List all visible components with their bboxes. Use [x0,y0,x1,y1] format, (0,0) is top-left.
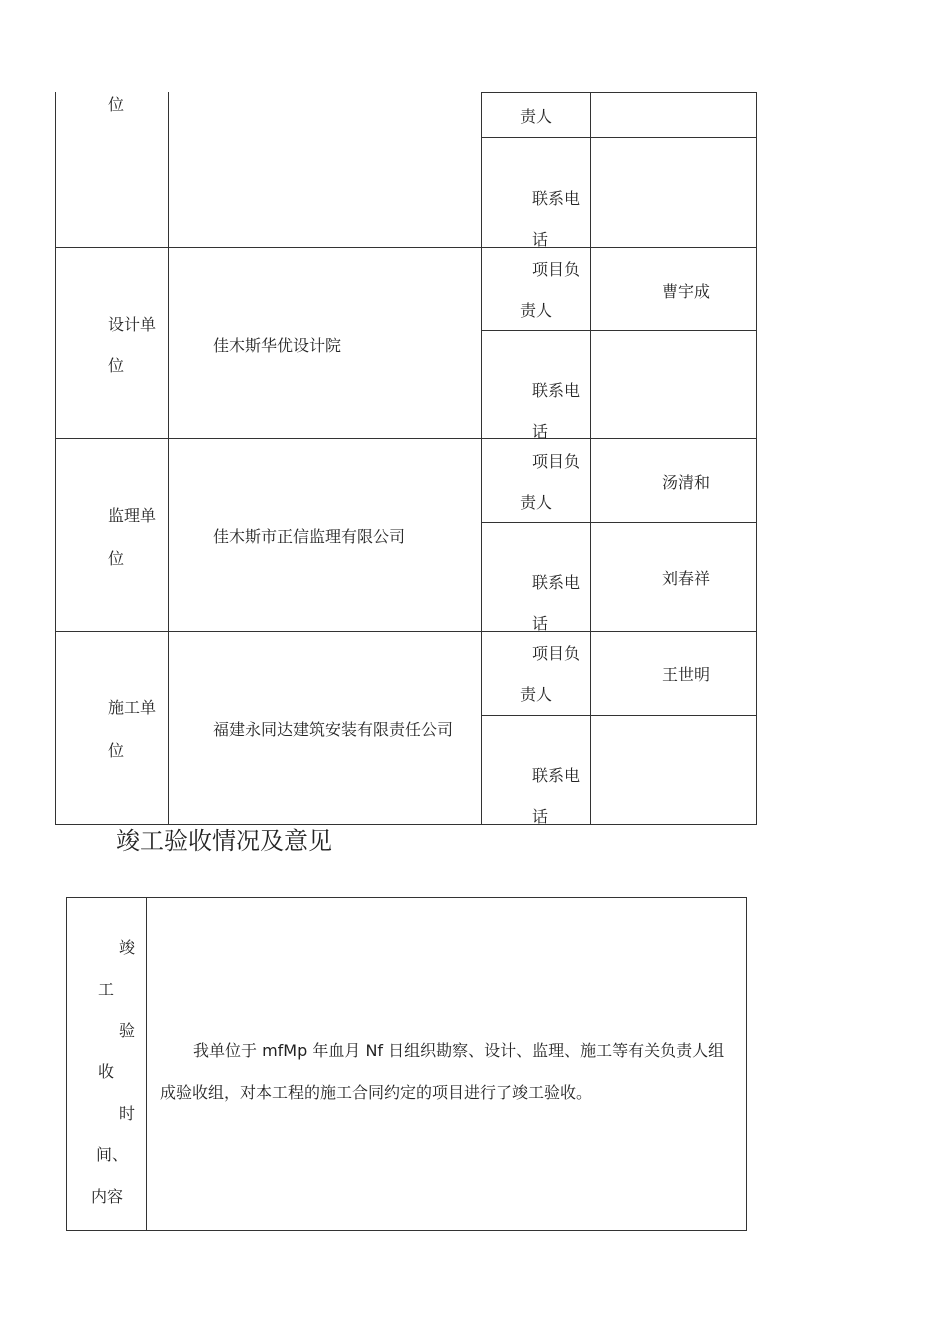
role-label: 项目负 [532,644,581,663]
label-char: 内容 [91,1187,124,1206]
person-name: 王世明 [662,665,711,684]
contact-label: 联系电 [532,573,581,592]
contact-label: 联系电 [532,189,581,208]
contact-label: 话 [532,422,549,441]
label-char: 收 [98,1062,115,1081]
unit-name: 佳木斯市正信监理有限公司 [213,527,406,546]
label-char: 时 [119,1104,136,1123]
label-char: 验 [119,1021,136,1040]
role-label: 项目负 [532,452,581,471]
unit-label: 位 [108,356,125,375]
contact-label: 联系电 [532,766,581,785]
person-name: 曹宇成 [662,282,711,301]
acceptance-text-line: 成验收组，对本工程的施工合同约定的项目进行了竣工验收。 [160,1083,593,1102]
unit-label-tail: 位 [108,95,125,114]
role-label: 责人 [520,685,553,704]
contact-label: 话 [532,230,549,249]
role-label-tail: 责人 [520,107,553,126]
unit-label: 位 [108,741,125,760]
unit-label: 设计单 [108,315,157,334]
acceptance-text-line: 我单位于 mfMp 年血月 Nf 日组织勘察、设计、监理、施工等有关负责人组 [193,1041,725,1060]
section-title: 竣工验收情况及意见 [116,827,332,855]
contact-label: 联系电 [532,381,581,400]
contact-label: 话 [532,614,549,633]
label-char: 工 [98,980,115,999]
unit-name: 佳木斯华优设计院 [213,336,342,355]
role-label: 责人 [520,301,553,320]
contact-value: 刘春祥 [662,569,711,588]
unit-label: 位 [108,549,125,568]
label-char: 竣 [119,938,136,957]
unit-name: 福建永同达建筑安装有限责任公司 [213,720,454,739]
label-char: 间、 [96,1145,129,1164]
role-label: 责人 [520,493,553,512]
unit-label: 施工单 [108,698,157,717]
unit-label: 监理单 [108,506,157,525]
role-label: 项目负 [532,260,581,279]
person-name: 汤清和 [662,473,711,492]
contact-label: 话 [532,807,549,826]
